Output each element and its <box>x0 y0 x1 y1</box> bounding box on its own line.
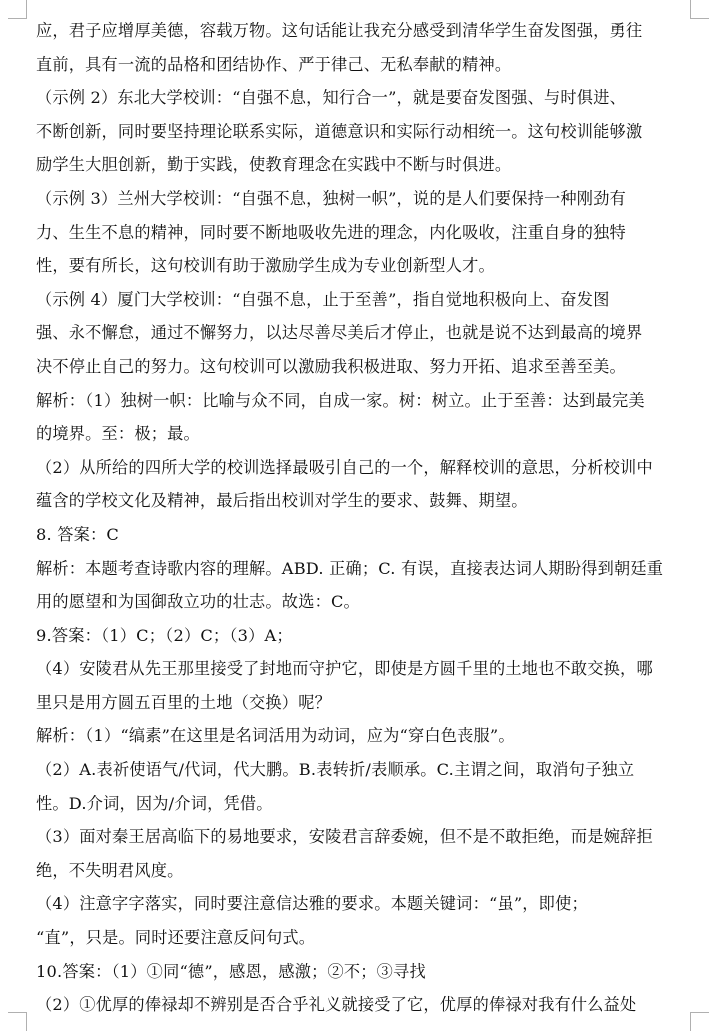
text-line: （2）从所给的四所大学的校训选择最吸引自己的一个，解释校训的意思，分析校训中 <box>36 457 653 477</box>
crop-mark-bottom-left <box>8 1012 27 1031</box>
text-line: 决不停止自己的努力。这句校训可以激励我积极进取、努力开拓、追求至善至美。 <box>36 356 626 376</box>
text-line: 用的愿望和为国御敌立功的壮志。故选：C。 <box>36 592 360 612</box>
document-body <box>36 14 684 1022</box>
text-line: 性。D.介词，因为/介词，凭借。 <box>36 793 273 813</box>
text-line: （示例 2）东北大学校训：“自强不息，知行合一”，就是要奋发图强、与时俱进、 <box>36 88 626 108</box>
text-line: 蕴含的学校文化及精神，最后指出校训对学生的要求、鼓舞、期望。 <box>36 491 528 511</box>
text-line: （2）A.表祈使语气/代词，代大鹏。B.表转折/表顺承。C.主谓之间，取消句子独立 <box>36 760 635 780</box>
crop-mark-top-right <box>690 0 709 19</box>
text-line: （4）注意字字落实，同时要注意信达雅的要求。本题关键词：“虽”，即使； <box>36 894 588 914</box>
crop-mark-bottom-right <box>690 1012 709 1031</box>
text-line: 10.答案：（1）①同“德”，感恩，感激；②不；③寻找 <box>36 961 426 981</box>
text-line: 里只是用方圆五百里的土地（交换）呢？ <box>36 692 331 712</box>
text-line: （2）①优厚的俸禄却不辨别是否合乎礼义就接受了它，优厚的俸禄对我有什么益处 <box>36 995 637 1015</box>
text-line: 不断创新，同时要坚持理论联系实际，道德意识和实际行动相统一。这句校训能够激 <box>36 121 643 141</box>
text-line: 解析：（1）“缟素”在这里是名词活用为动词，应为“穿白色丧服”。 <box>36 726 515 746</box>
text-line: （示例 4）厦门大学校训：“自强不息，止于至善”，指自觉地积极向上、奋发图 <box>36 289 610 309</box>
text-line: （3）面对秦王居高临下的易地要求，安陵君言辞委婉，但不是不敢拒绝，而是婉辞拒 <box>36 827 653 847</box>
text-line: 的境界。至：极；最。 <box>36 424 200 444</box>
text-line: 9.答案：（1）C；（2）C；（3）A； <box>36 625 293 645</box>
text-line: 应，君子应增厚美德，容载万物。这句话能让我充分感受到清华学生奋发图强，勇往 <box>36 21 643 40</box>
text-line: 解析：本题考查诗歌内容的理解。ABD. 正确；C. 有误，直接表达词人期盼得到朝廷重 <box>36 558 664 578</box>
text-line: 强、永不懈怠，通过不懈努力，以达尽善尽美后才停止，也就是说不达到最高的境界 <box>36 323 643 343</box>
text-line: 绝，不失明君风度。 <box>36 860 184 880</box>
text-line: “直”，只是。同时还要注意反问句式。 <box>36 928 316 948</box>
text-line: 性，要有所长，这句校训有助于激励学生成为专业创新型人才。 <box>36 256 495 276</box>
text-line: 8. 答案：C <box>36 524 119 544</box>
text-line: 解析：（1）独树一帜：比喻与众不同，自成一家。树：树立。止于至善：达到最完美 <box>36 390 645 410</box>
text-line: （4）安陵君从先王那里接受了封地而守护它，即使是方圆千里的土地也不敢交换，哪 <box>36 659 653 679</box>
text-line: 励学生大胆创新，勤于实践，使教育理念在实践中不断与时俱进。 <box>36 155 512 175</box>
text-line: 力、生生不息的精神，同时要不断地吸收先进的理念，内化吸收，注重自身的独特 <box>36 222 626 242</box>
text-line: 直前，具有一流的品格和团结协作、严于律己、无私奉献的精神。 <box>36 54 512 74</box>
text-line: （示例 3）兰州大学校训：“自强不息，独树一帜”，说的是人们要保持一种刚劲有 <box>36 188 626 208</box>
crop-mark-top-left <box>8 0 27 19</box>
